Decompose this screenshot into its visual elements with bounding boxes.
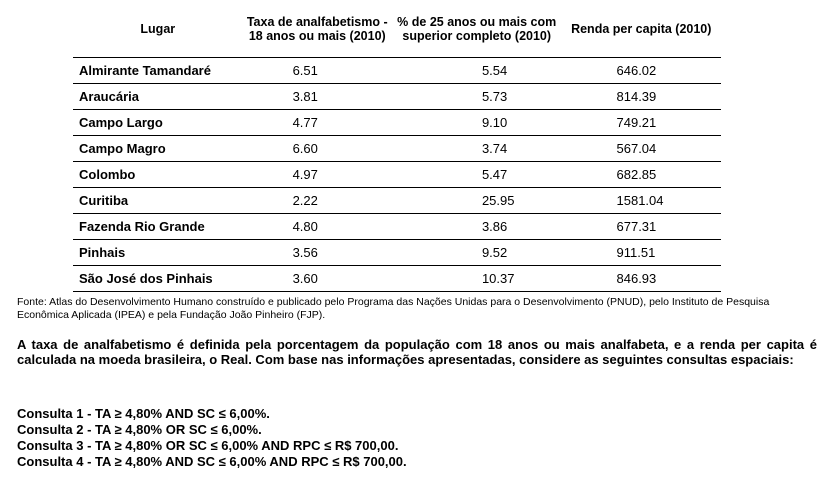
table-body (73, 58, 721, 292)
cell-renda-per-capita: 814.39 (562, 84, 722, 110)
cell-lugar: Campo Magro (73, 136, 243, 162)
header-taxa-analfabetismo: Taxa de analfabetismo - 18 anos ou mais (2010) (243, 0, 392, 58)
table-row (73, 136, 721, 162)
cell-superior-completo: 10.37 (392, 266, 562, 292)
source-note: Fonte: Atlas do Desenvolvimento Humano construído e publicado pelo Programa das Nações Unidas para o Desenvolvimento (PNUD), pelo Instituto de Pesquisa Econômica Aplicada (IPEA) e pela Fundação João Pinheiro (FJP). (17, 296, 770, 321)
cell-taxa-analfabetismo: 4.97 (243, 162, 392, 188)
cell-taxa-analfabetismo: 3.60 (243, 266, 392, 292)
cell-renda-per-capita: 1581.04 (562, 188, 722, 214)
queries-list (17, 406, 817, 470)
cell-renda-per-capita: 682.85 (562, 162, 722, 188)
query-item: Consulta 4 - TA ≥ 4,80% AND SC ≤ 6,00% AND RPC ≤ R$ 700,00. (17, 454, 407, 469)
cell-lugar: Fazenda Rio Grande (73, 214, 243, 240)
query-item: Consulta 3 - TA ≥ 4,80% OR SC ≤ 6,00% AND RPC ≤ R$ 700,00. (17, 438, 399, 453)
cell-taxa-analfabetismo: 3.81 (243, 84, 392, 110)
cell-renda-per-capita: 749.21 (562, 110, 722, 136)
cell-taxa-analfabetismo: 4.77 (243, 110, 392, 136)
cell-superior-completo: 5.73 (392, 84, 562, 110)
cell-taxa-analfabetismo: 6.60 (243, 136, 392, 162)
cell-lugar: São José dos Pinhais (73, 266, 243, 292)
description-paragraph: A taxa de analfabetismo é definida pela porcentagem da população com 18 anos ou mais analfabeta, e a renda per capita é calculada na moeda brasileira, o Real. Com base nas informações apresentadas, considere as seguintes consultas espaciais: (17, 337, 817, 367)
header-lugar: Lugar (73, 0, 243, 58)
cell-renda-per-capita: 846.93 (562, 266, 722, 292)
cell-renda-per-capita: 911.51 (562, 240, 722, 266)
query-item: Consulta 2 - TA ≥ 4,80% OR SC ≤ 6,00%. (17, 422, 262, 437)
cell-taxa-analfabetismo: 2.22 (243, 188, 392, 214)
table-row (73, 214, 721, 240)
table-row (73, 162, 721, 188)
cell-renda-per-capita: 677.31 (562, 214, 722, 240)
cell-superior-completo: 9.52 (392, 240, 562, 266)
cell-taxa-analfabetismo: 4.80 (243, 214, 392, 240)
cell-lugar: Curitiba (73, 188, 243, 214)
cell-superior-completo: 5.54 (392, 58, 562, 84)
cell-renda-per-capita: 646.02 (562, 58, 722, 84)
table-row (73, 84, 721, 110)
cell-superior-completo: 3.74 (392, 136, 562, 162)
table-row (73, 266, 721, 292)
data-table (73, 0, 721, 292)
cell-lugar: Almirante Tamandaré (73, 58, 243, 84)
cell-superior-completo: 5.47 (392, 162, 562, 188)
cell-lugar: Campo Largo (73, 110, 243, 136)
query-item: Consulta 1 - TA ≥ 4,80% AND SC ≤ 6,00%. (17, 406, 270, 421)
table-row (73, 110, 721, 136)
cell-lugar: Colombo (73, 162, 243, 188)
cell-superior-completo: 3.86 (392, 214, 562, 240)
cell-taxa-analfabetismo: 3.56 (243, 240, 392, 266)
table-row (73, 240, 721, 266)
table-header-row (73, 0, 721, 58)
table-row (73, 58, 721, 84)
cell-lugar: Pinhais (73, 240, 243, 266)
cell-lugar: Araucária (73, 84, 243, 110)
table-row (73, 188, 721, 214)
cell-renda-per-capita: 567.04 (562, 136, 722, 162)
header-superior-completo: % de 25 anos ou mais com superior completo (2010) (392, 0, 562, 58)
header-renda-per-capita: Renda per capita (2010) (562, 0, 722, 58)
cell-superior-completo: 25.95 (392, 188, 562, 214)
cell-taxa-analfabetismo: 6.51 (243, 58, 392, 84)
cell-superior-completo: 9.10 (392, 110, 562, 136)
